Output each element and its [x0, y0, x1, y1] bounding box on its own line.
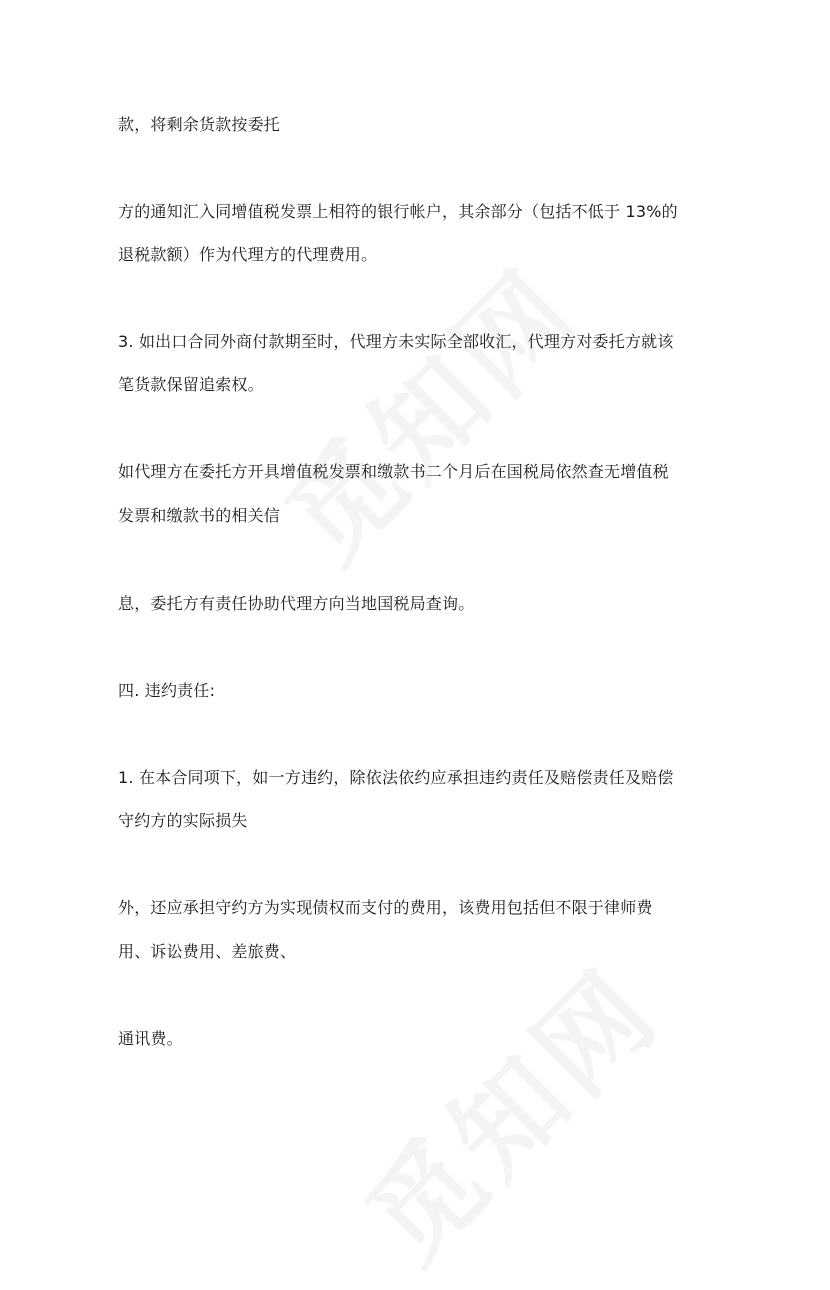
section-heading: 四. 违约责任:	[118, 681, 216, 700]
watermark	[326, 928, 688, 1290]
text-line: 通讯费。	[118, 1029, 183, 1048]
watermark	[246, 228, 608, 590]
text-line: 款，将剩余货款按委托	[118, 115, 281, 134]
text-line: 发票和缴款书的相关信	[118, 506, 281, 525]
text-line: 1. 在本合同项下，如一方违约，除依法依约应承担违约责任及赔偿责任及赔偿	[118, 768, 674, 787]
text-line: 外，还应承担守约方为实现债权而支付的费用，该费用包括但不限于律师费	[118, 898, 653, 917]
text-line: 3. 如出口合同外商付款期至时，代理方未实际全部收汇，代理方对委托方就该	[118, 332, 674, 351]
text-line: 守约方的实际损失	[118, 811, 248, 830]
text-line: 方的通知汇入同增值税发票上相符的银行帐户，其余部分（包括不低于 13%的	[118, 202, 678, 221]
text-line: 息，委托方有责任协助代理方向当地国税局查询。	[118, 594, 475, 613]
text-line: 用、诉讼费用、差旅费、	[118, 942, 297, 961]
text-line: 笔货款保留追索权。	[118, 375, 264, 394]
text-line: 退税款额）作为代理方的代理费用。	[118, 245, 378, 264]
text-line: 如代理方在委托方开具增值税发票和缴款书二个月后在国税局依然查无增值税	[118, 462, 669, 481]
